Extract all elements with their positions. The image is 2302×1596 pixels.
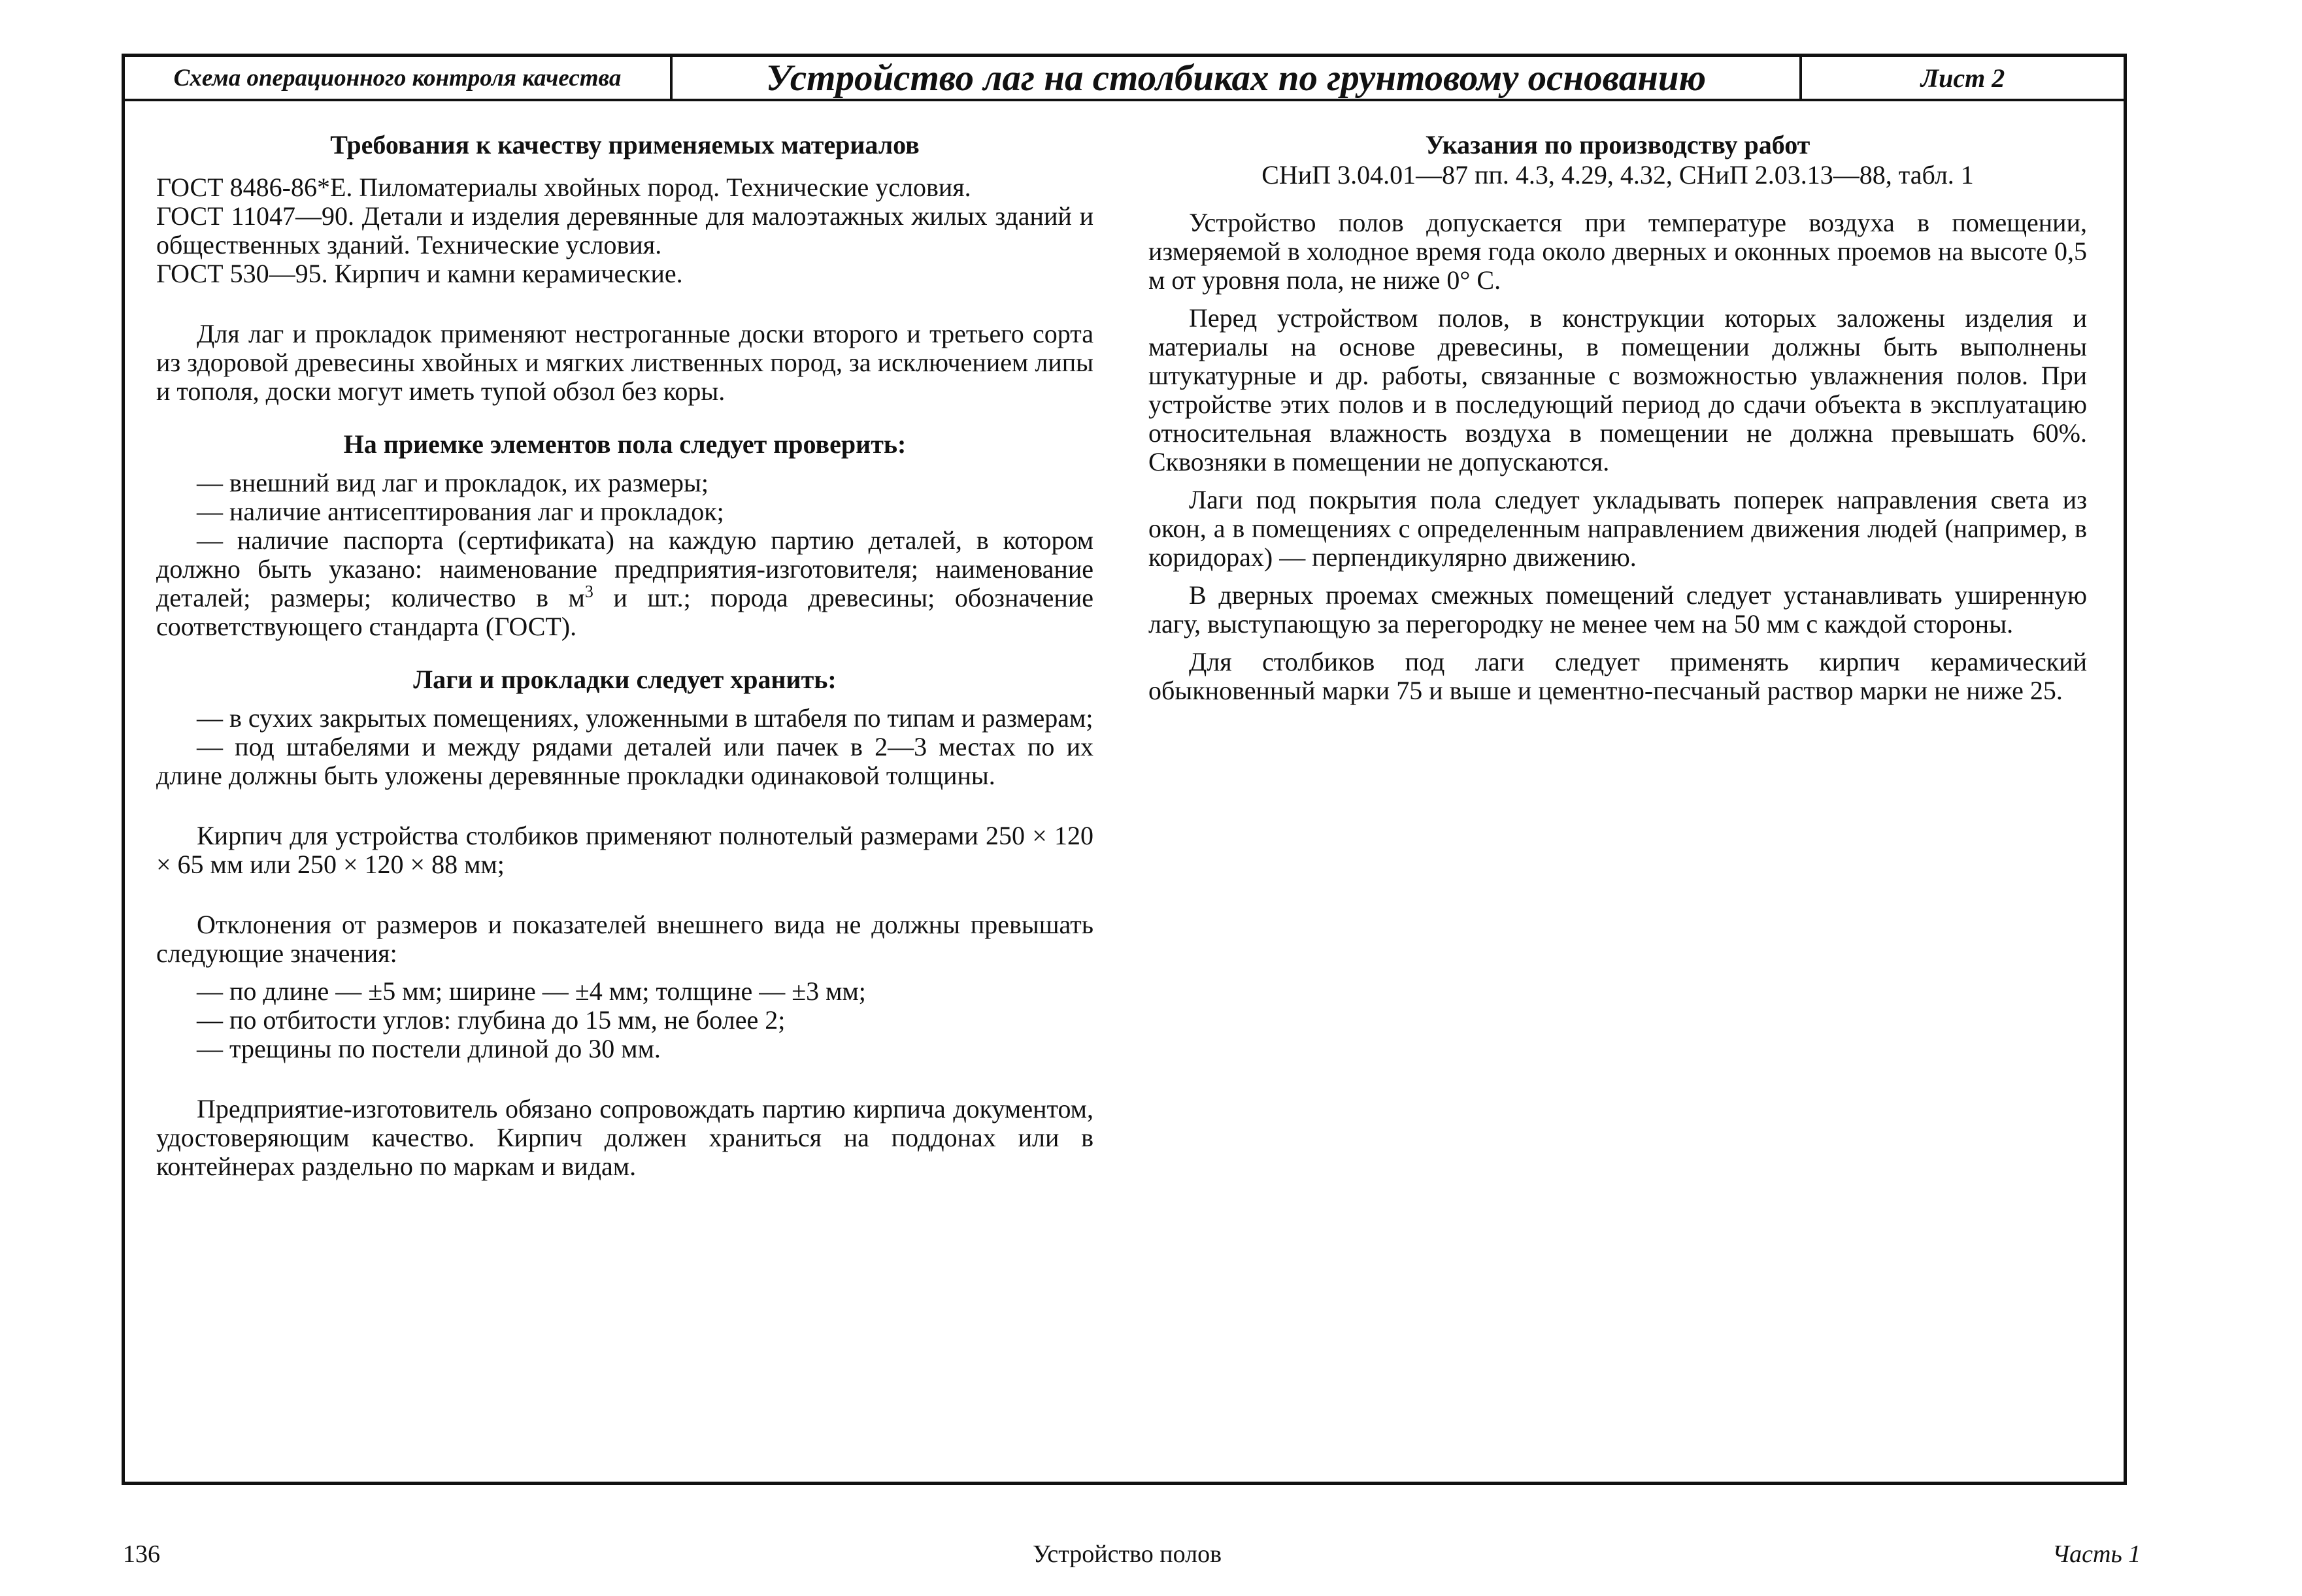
check-item: — наличие антисептирования лаг и прокладок; <box>197 497 724 526</box>
works-paragraph: Лаги под покрытия пола следует укладывать поперек направления света из окон, а в помещениях с определенным направлением движения людей (например, в коридорах) — перпендикулярно движению. <box>1148 485 2087 572</box>
manufacturer-paragraph: Предприятие-изготовитель обязано сопровождать партию кирпича документом, удостоверяющим качество. Кирпич должен храниться на поддонах или в контейнерах раздельно по маркам и видам. <box>156 1094 1093 1181</box>
check-item <box>156 526 1093 641</box>
part-label: Часть 1 <box>2052 1540 2141 1568</box>
check-item: — внешний вид лаг и прокладок, их размеры; <box>197 468 709 497</box>
cubic-superscript: 3 <box>584 582 593 601</box>
works-paragraph: Устройство полов допускается при температуре воздуха в помещении, измеряемой в холодное время года около дверных и оконных проемов на высоте 0,5 м от уровня пола, не ниже 0° С. <box>1148 208 2087 295</box>
title-block <box>125 57 2124 101</box>
snip-references: СНиП 3.04.01—87 пп. 4.3, 4.29, 4.32, СНиП 2.03.13—88, табл. 1 <box>1261 160 1974 190</box>
works-heading: Указания по производству работ <box>1425 130 1810 159</box>
materials-heading: Требования к качеству применяемых материалов <box>330 130 920 159</box>
works-paragraph: Перед устройством полов, в конструкции которых заложены изделия и материалы на основе древесины, в помещении должны быть выполнены штукатурные и др. работы, связанные с возможностью увлажнения полов. При устройстве этих полов и в последующий период до сдачи объекта в эксплуатацию относительная влажность воздуха в помещении не должна превышать 60%. Сквозняки в помещении не допускаются. <box>1148 303 2087 476</box>
acceptance-heading: На приемке элементов пола следует проверить: <box>343 429 907 459</box>
deviation-item: — по отбитости углов: глубина до 15 мм, не более 2; <box>197 1005 786 1035</box>
page-frame <box>122 54 2127 1485</box>
right-column <box>1148 130 2087 705</box>
gost-list <box>156 173 1093 288</box>
deviation-item: — трещины по постели длиной до 30 мм. <box>197 1034 661 1063</box>
left-column <box>156 130 1093 1181</box>
brick-paragraph: Кирпич для устройства столбиков применяют полнотелый размерами 250 × 120 × 65 мм или 250 × 120 × 88 мм; <box>156 821 1093 879</box>
deviation-item: — по длине — ±5 мм; ширине — ±4 мм; толщине — ±3 мм; <box>197 976 866 1006</box>
page-number: 136 <box>123 1540 160 1568</box>
check-item-text: — наличие паспорта (сертификата) на каждую партию деталей, в котором должно быть указано: наименование предприятия-изготовителя; наименование деталей; размеры; количество в м <box>156 525 1093 612</box>
boards-paragraph: Для лаг и прокладок применяют нестроганные доски второго и третьего сорта из здоровой древесины хвойных и мягких лиственных пород, за исключением липы и тополя, доски могут иметь тупой обзол без коры. <box>156 319 1093 406</box>
sheet-number: Лист 2 <box>1920 63 2005 93</box>
storage-item: — под штабелями и между рядами деталей или пачек в 2—3 местах по их длине должны быть уложены деревянные прокладки одинаковой толщины. <box>156 732 1093 790</box>
works-paragraph: В дверных проемах смежных помещений следует устанавливать уширенную лагу, выступающую за перегородку не менее чем на 50 мм с каждой стороны. <box>1148 580 2087 639</box>
works-paragraph: Для столбиков под лаги следует применять кирпич керамический обыкновенный марки 75 и выше и цементно-песчаный раствор марки не ниже 25. <box>1148 647 2087 705</box>
section-title: Устройство полов <box>1033 1540 1222 1568</box>
storage-heading: Лаги и прокладки следует хранить: <box>413 665 837 694</box>
check-item-tail: и шт.; порода древесины; обозначение соответствующего стандарта (ГОСТ). <box>156 583 1093 641</box>
doc-type-label: Схема операционного контроля качества <box>125 57 673 99</box>
gost-item: ГОСТ 11047—90. Детали и изделия деревянные для малоэтажных жилых зданий и общественных зданий. Технические условия. <box>156 201 1093 259</box>
gost-item: ГОСТ 530—95. Кирпич и камни керамические. <box>156 259 683 288</box>
gost-item: ГОСТ 8486-86*Е. Пиломатериалы хвойных пород. Технические условия. <box>156 173 971 202</box>
doc-title: Устройство лаг на столбиках по грунтовому основанию <box>673 57 1802 99</box>
storage-item: — в сухих закрытых помещениях, уложенными в штабеля по типам и размерам; <box>197 703 1093 733</box>
deviations-paragraph: Отклонения от размеров и показателей внешнего вида не должны превышать следующие значения: <box>156 910 1093 968</box>
